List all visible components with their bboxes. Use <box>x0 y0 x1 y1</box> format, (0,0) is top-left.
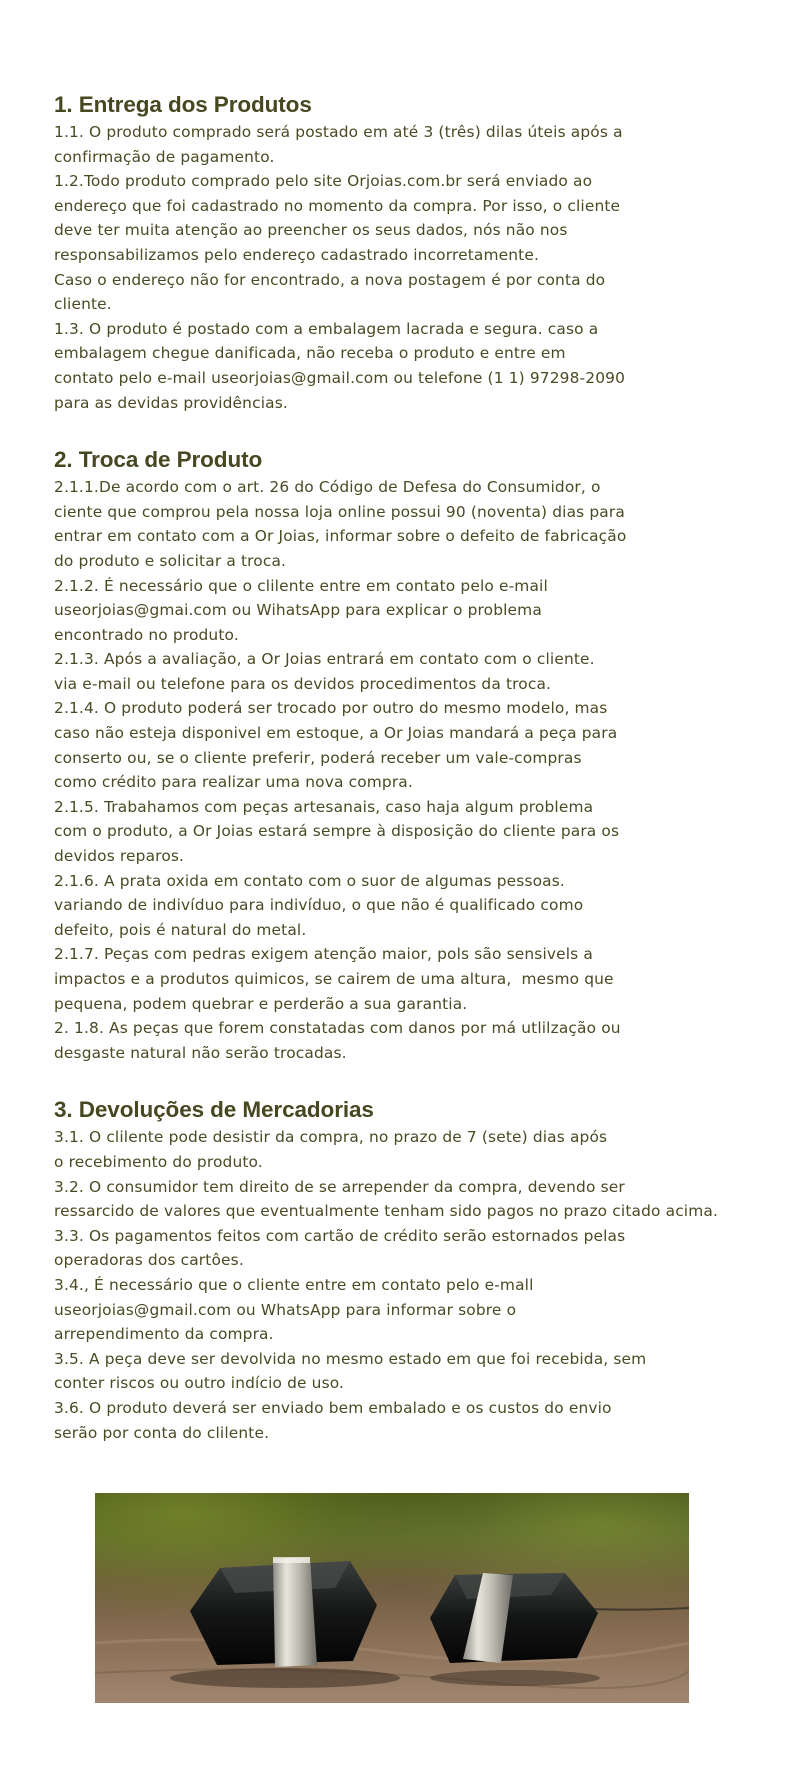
paragraph-line: confirmação de pagamento. <box>54 147 275 166</box>
paragraph-line: useorjoias@gmail.com ou WhatsApp para informar sobre o <box>54 1300 517 1319</box>
paragraph-line: 2.1.4. O produto poderá ser trocado por outro do mesmo modelo, mas <box>54 699 608 718</box>
section-heading: 3. Devoluções de Mercadorias <box>54 1097 374 1123</box>
paragraph-line: caso não esteja disponivel em estoque, a Or Joias mandará a peça para <box>54 724 618 743</box>
paragraph-line: useorjoias@gmai.com ou WihatsApp para explicar o problema <box>54 601 542 620</box>
policy-section <box>54 1095 774 1445</box>
paragraph-line: o recebimento do produto. <box>54 1152 263 1171</box>
paragraph-line: responsabilizamos pelo endereço cadastrado incorretamente. <box>54 245 539 264</box>
paragraph-line: desgaste natural não serão trocadas. <box>54 1043 347 1062</box>
paragraph-line: devidos reparos. <box>54 847 185 866</box>
paragraph-line: Caso o endereço não for encontrado, a nova postagem é por conta do <box>54 270 606 289</box>
paragraph-line: 1.1. O produto comprado será postado em até 3 (três) dilas úteis após a <box>54 123 623 141</box>
paragraph-line: pequena, podem quebrar e perderão a sua garantia. <box>54 994 468 1013</box>
section-heading: 2. Troca de Produto <box>54 447 263 473</box>
paragraph-line: conserto ou, se o cliente preferir, poderá receber um vale-compras <box>54 748 582 767</box>
paragraph-line: cliente. <box>54 295 112 314</box>
paragraph-line: defeito, pois é natural do metal. <box>54 920 307 939</box>
paragraph-line: 3.1. O clilente pode desistir da compra, no prazo de 7 (sete) dias após <box>54 1128 608 1147</box>
paragraph-line: encontrado no produto. <box>54 625 239 644</box>
paragraph-line: 2.1.6. A prata oxida em contato com o suor de algumas pessoas. <box>54 871 565 890</box>
paragraph-line: impactos e a produtos quimicos, se cairem de uma altura, mesmo que <box>54 970 614 988</box>
product-photo <box>95 1493 689 1703</box>
paragraph-line: endereço que foi cadastrado no momento da compra. Por isso, o cliente <box>54 196 621 215</box>
section-heading: 1. Entrega dos Produtos <box>54 92 312 117</box>
policy-section <box>54 90 774 415</box>
paragraph-line: serão por conta do clilente. <box>54 1423 270 1442</box>
paragraph-line: 3.3. Os pagamentos feitos com cartão de crédito serão estornados pelas <box>54 1226 626 1245</box>
paragraph-line: deve ter muita atenção ao preencher os seus dados, nós não nos <box>54 221 568 240</box>
paragraph-line: 2. 1.8. As peças que forem constatadas com danos por má utlilzação ou <box>54 1019 621 1038</box>
paragraph-line: 2.1.1.De acordo com o art. 26 do Código de Defesa do Consumidor, o <box>54 478 601 497</box>
paragraph-line: 2.1.3. Após a avaliação, a Or Joias entrará em contato com o cliente. <box>54 650 595 669</box>
paragraph-line: 1.2.Todo produto comprado pelo site Orjoias.com.br será enviado ao <box>54 172 593 191</box>
paragraph-line: 1.3. O produto é postado com a embalagem lacrada e segura. caso a <box>54 319 599 338</box>
paragraph-line: entrar em contato com a Or Joias, informar sobre o defeito de fabricação <box>54 527 627 546</box>
paragraph-line: operadoras dos cartôes. <box>54 1251 244 1270</box>
paragraph-line: via e-mail ou telefone para os devidos procedimentos da troca. <box>54 674 552 693</box>
paragraph-line: ciente que comprou pela nossa loja online possui 90 (noventa) dias para <box>54 502 625 521</box>
paragraph-line: 3.4., É necessário que o cliente entre em contato pelo e-mall <box>54 1275 534 1294</box>
paragraph-line: com o produto, a Or Joias estará sempre à disposição do cliente para os <box>54 822 620 841</box>
paragraph-line: ressarcido de valores que eventualmente tenham sido pagos no prazo citado acima. <box>54 1202 718 1221</box>
paragraph-line: 2.1.7. Peças com pedras exigem atenção maior, pols são sensivels a <box>54 945 593 964</box>
paragraph-line: 3.6. O produto deverá ser enviado bem embalado e os custos do envio <box>54 1398 612 1417</box>
paragraph-line: embalagem chegue danificada, não receba o produto e entre em <box>54 344 566 363</box>
paragraph-line: como crédito para realizar uma nova compra. <box>54 773 413 792</box>
policy-section <box>54 445 774 1065</box>
paragraph-line: 2.1.5. Trabahamos com peças artesanais, caso haja algum problema <box>54 797 594 816</box>
paragraph-line: 3.2. O consumidor tem direito de se arrepender da compra, devendo ser <box>54 1177 625 1196</box>
paragraph-line: do produto e solicitar a troca. <box>54 551 287 570</box>
paragraph-line: para as devidas providências. <box>54 393 288 412</box>
paragraph-line: contato pelo e-mail useorjoias@gmail.com ou telefone (1 1) 97298-2090 <box>54 368 626 387</box>
policy-content <box>54 90 774 1475</box>
paragraph-line: variando de indivíduo para indivíduo, o que não é qualificado como <box>54 896 584 915</box>
paragraph-line: 2.1.2. É necessário que o clilente entre em contato pelo e-mail <box>54 576 548 595</box>
paragraph-line: arrependimento da compra. <box>54 1325 274 1344</box>
paragraph-line: conter riscos ou outro indício de uso. <box>54 1374 345 1393</box>
paragraph-line: 3.5. A peça deve ser devolvida no mesmo estado em que foi recebida, sem <box>54 1349 647 1368</box>
